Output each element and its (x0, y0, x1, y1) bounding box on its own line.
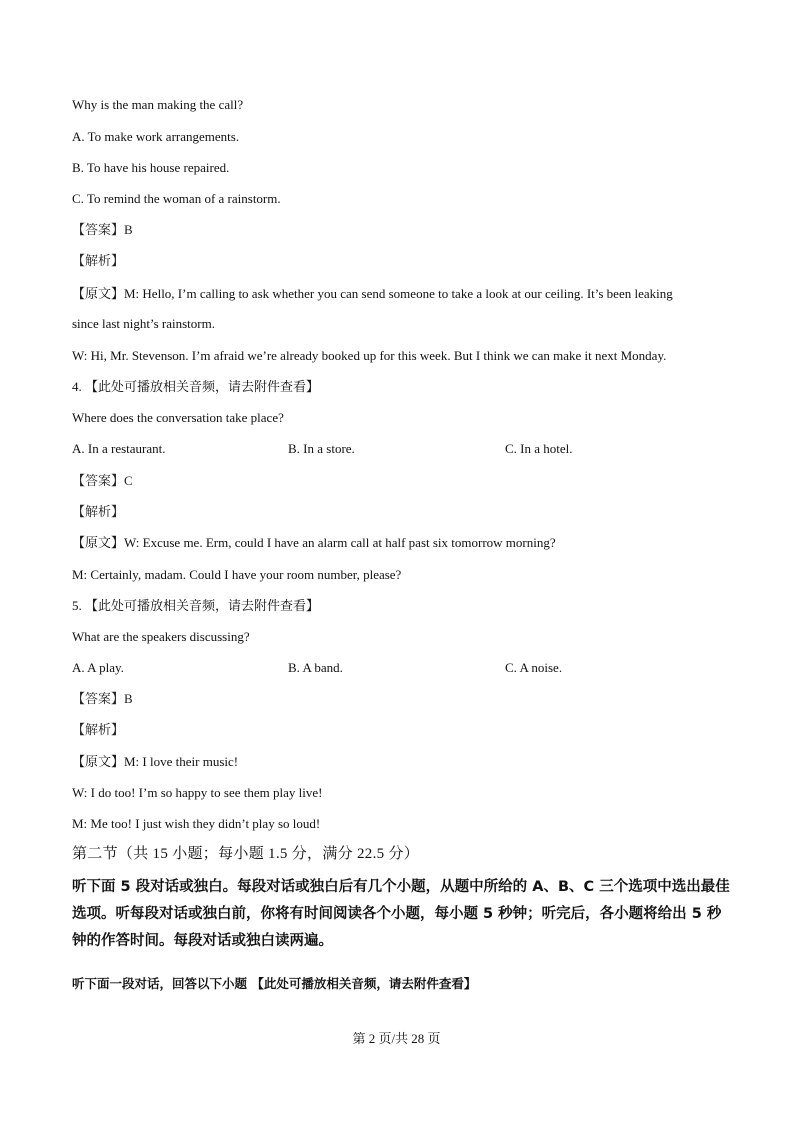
page-footer: 第 2 页/共 28 页 (352, 1031, 441, 1046)
question-5-answer: 【答案】B (72, 691, 133, 706)
question-5-transcript-line-2: W: I do too! I’m so happy to see them play live! (72, 785, 323, 800)
question-4-transcript-line-2: M: Certainly, madam. Could I have your room number, please? (72, 567, 402, 582)
question-5-option-c: C. A noise. (505, 660, 563, 675)
question-3-transcript-line-2: since last night’s rainstorm. (72, 316, 215, 331)
question-5-text: What are the speakers discussing? (72, 629, 250, 644)
question-3-analysis-label: 【解析】 (72, 253, 125, 268)
question-4-answer: 【答案】C (72, 473, 133, 488)
question-3-option-a: A. To make work arrangements. (72, 129, 240, 144)
question-4-text: Where does the conversation take place? (72, 410, 284, 425)
question-5-analysis-label: 【解析】 (72, 722, 125, 737)
question-3-option-b: B. To have his house repaired. (72, 160, 230, 175)
question-5-transcript-line-1: 【原文】M: I love their music! (72, 754, 239, 769)
section-2-sub-instruction: 听下面一段对话，回答以下小题 【此处可播放相关音频，请去附件查看】 (72, 976, 477, 991)
section-2-instructions: 听下面 5 段对话或独白。每段对话或独白后有几个小题，从题中所给的 A、B、C 三个选项中选出最佳选项。听每段对话或独白前，你将有时间阅读各个小题，每小题 5 秒钟；听完后，各小题将给出 5 秒钟的作答时间。每段对话或独白读两遍。 (72, 879, 730, 949)
question-3-transcript-line-1: 【原文】M: Hello, I’m calling to ask whether you can send someone to take a look at our ceiling. It’s been leaking (72, 286, 673, 301)
question-3-text: Why is the man making the call? (72, 97, 244, 112)
section-2-title: 第二节（共 15 小题；每小题 1.5 分，满分 22.5 分） (72, 846, 420, 862)
question-3-transcript-line-3: W: Hi, Mr. Stevenson. I’m afraid we’re already booked up for this week. But I think we can make it next Monday. (72, 348, 667, 363)
question-4-analysis-label: 【解析】 (72, 504, 125, 519)
question-3-answer: 【答案】B (72, 222, 133, 237)
question-4-heading: 4. 【此处可播放相关音频，请去附件查看】 (72, 379, 320, 394)
question-4-option-a: A. In a restaurant. (72, 441, 166, 456)
question-4-option-b: B. In a store. (288, 441, 355, 456)
question-4-option-c: C. In a hotel. (505, 441, 573, 456)
question-5-option-a: A. A play. (72, 660, 124, 675)
question-5-transcript-line-3: M: Me too! I just wish they didn’t play so loud! (72, 816, 321, 831)
question-3-option-c: C. To remind the woman of a rainstorm. (72, 191, 281, 206)
question-5-heading: 5. 【此处可播放相关音频，请去附件查看】 (72, 598, 320, 613)
question-5-option-b: B. A band. (288, 660, 343, 675)
question-4-transcript-line-1: 【原文】W: Excuse me. Erm, could I have an alarm call at half past six tomorrow morning? (72, 535, 556, 550)
